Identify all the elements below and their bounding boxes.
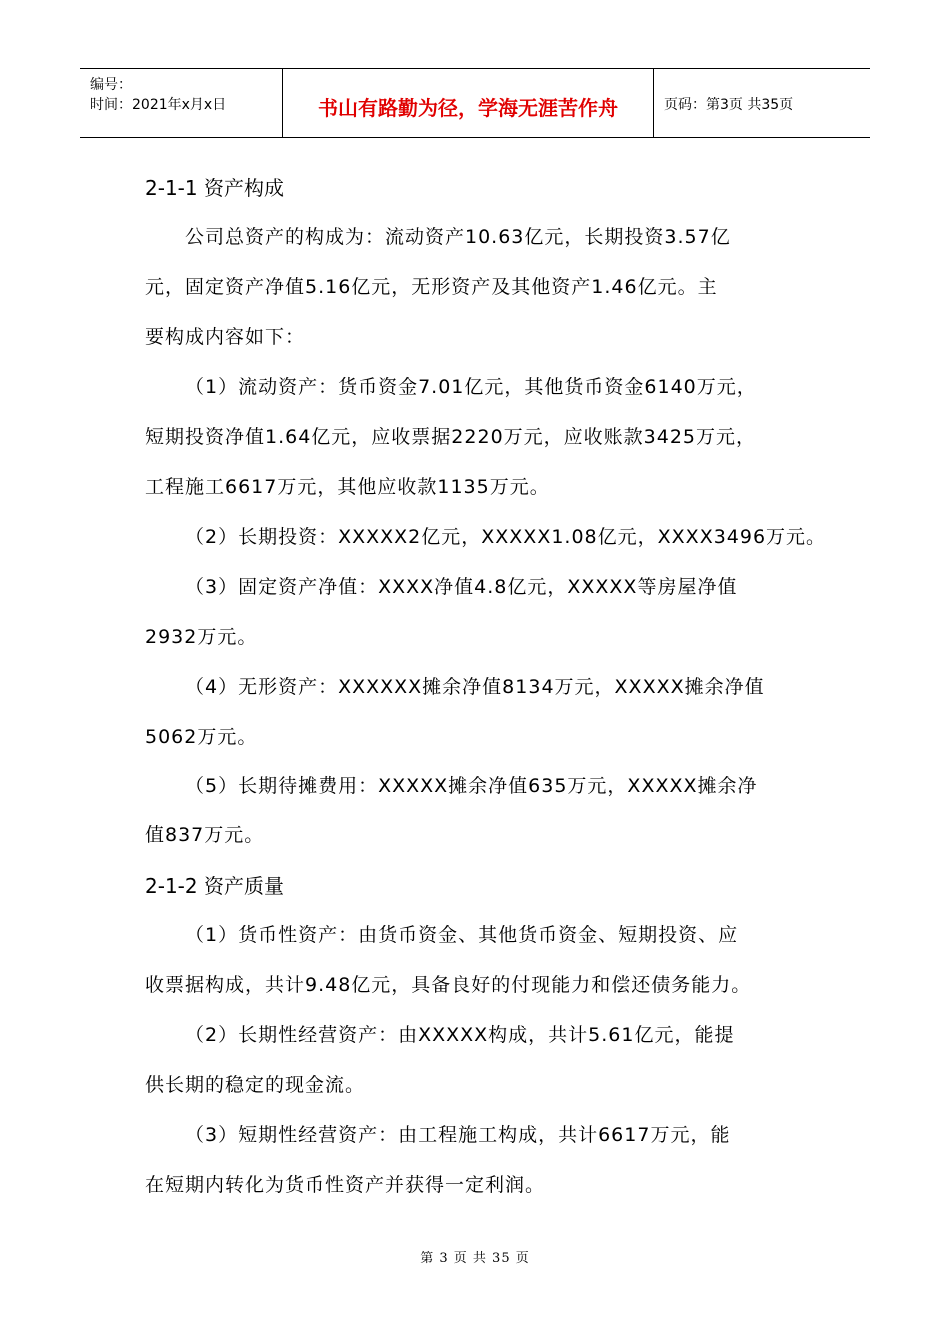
paragraph-line: （2）长期投资：XXXXX2亿元，XXXXX1.08亿元，XXXX3496万元。 — [185, 526, 827, 548]
header-page-info: 页码：第3页 共35页 — [664, 97, 794, 113]
paragraph-line: 2932万元。 — [145, 626, 258, 648]
paragraph-line: 值837万元。 — [145, 824, 265, 846]
paragraph-line: （1）流动资产：货币资金7.01亿元，其他货币资金6140万元， — [185, 376, 757, 398]
paragraph-line: 供长期的稳定的现金流。 — [145, 1074, 366, 1096]
page-footer: 第 3 页 共 35 页 — [420, 1251, 530, 1266]
section-heading: 2-1-2 资产质量 — [145, 874, 284, 898]
paragraph-line: 公司总资产的构成为：流动资产10.63亿元，长期投资3.57亿 — [185, 226, 731, 248]
section-heading: 2-1-1 资产构成 — [145, 176, 284, 200]
paragraph-line: （2）长期性经营资产：由XXXXX构成，共计5.61亿元，能提 — [185, 1024, 735, 1046]
paragraph-line: 短期投资净值1.64亿元，应收票据2220万元，应收账款3425万元， — [145, 426, 757, 448]
paragraph-line: （3）固定资产净值：XXXX净值4.8亿元，XXXXX等房屋净值 — [185, 576, 738, 598]
paragraph-line: （4）无形资产：XXXXXX摊余净值8134万元，XXXXX摊余净值 — [185, 676, 765, 698]
paragraph-line: 5062万元。 — [145, 726, 258, 748]
time-label: 时间：2021年x月x日 — [90, 97, 227, 113]
paragraph-line: （5）长期待摊费用：XXXXX摊余净值635万元，XXXXX摊余净 — [185, 775, 758, 797]
paragraph-line: 元，固定资产净值5.16亿元，无形资产及其他资产1.46亿元。主 — [145, 276, 718, 298]
paragraph-line: 工程施工6617万元，其他应收款1135万元。 — [145, 476, 550, 498]
header-motto: 书山有路勤为径，学海无涯苦作舟 — [283, 69, 654, 137]
header-meta — [80, 69, 283, 137]
paragraph-line: （1）货币性资产：由货币资金、其他货币资金、短期投资、应 — [185, 924, 739, 946]
paragraph-line: （3）短期性经营资产：由工程施工构成，共计6617万元，能 — [185, 1124, 731, 1146]
paragraph-line: 要构成内容如下： — [145, 326, 306, 348]
paragraph-line: 在短期内转化为货币性资产并获得一定利润。 — [145, 1174, 546, 1196]
number-label: 编号： — [90, 77, 132, 93]
paragraph-line: 收票据构成，共计9.48亿元，具备良好的付现能力和偿还债务能力。 — [145, 974, 752, 996]
page-header — [80, 68, 870, 138]
